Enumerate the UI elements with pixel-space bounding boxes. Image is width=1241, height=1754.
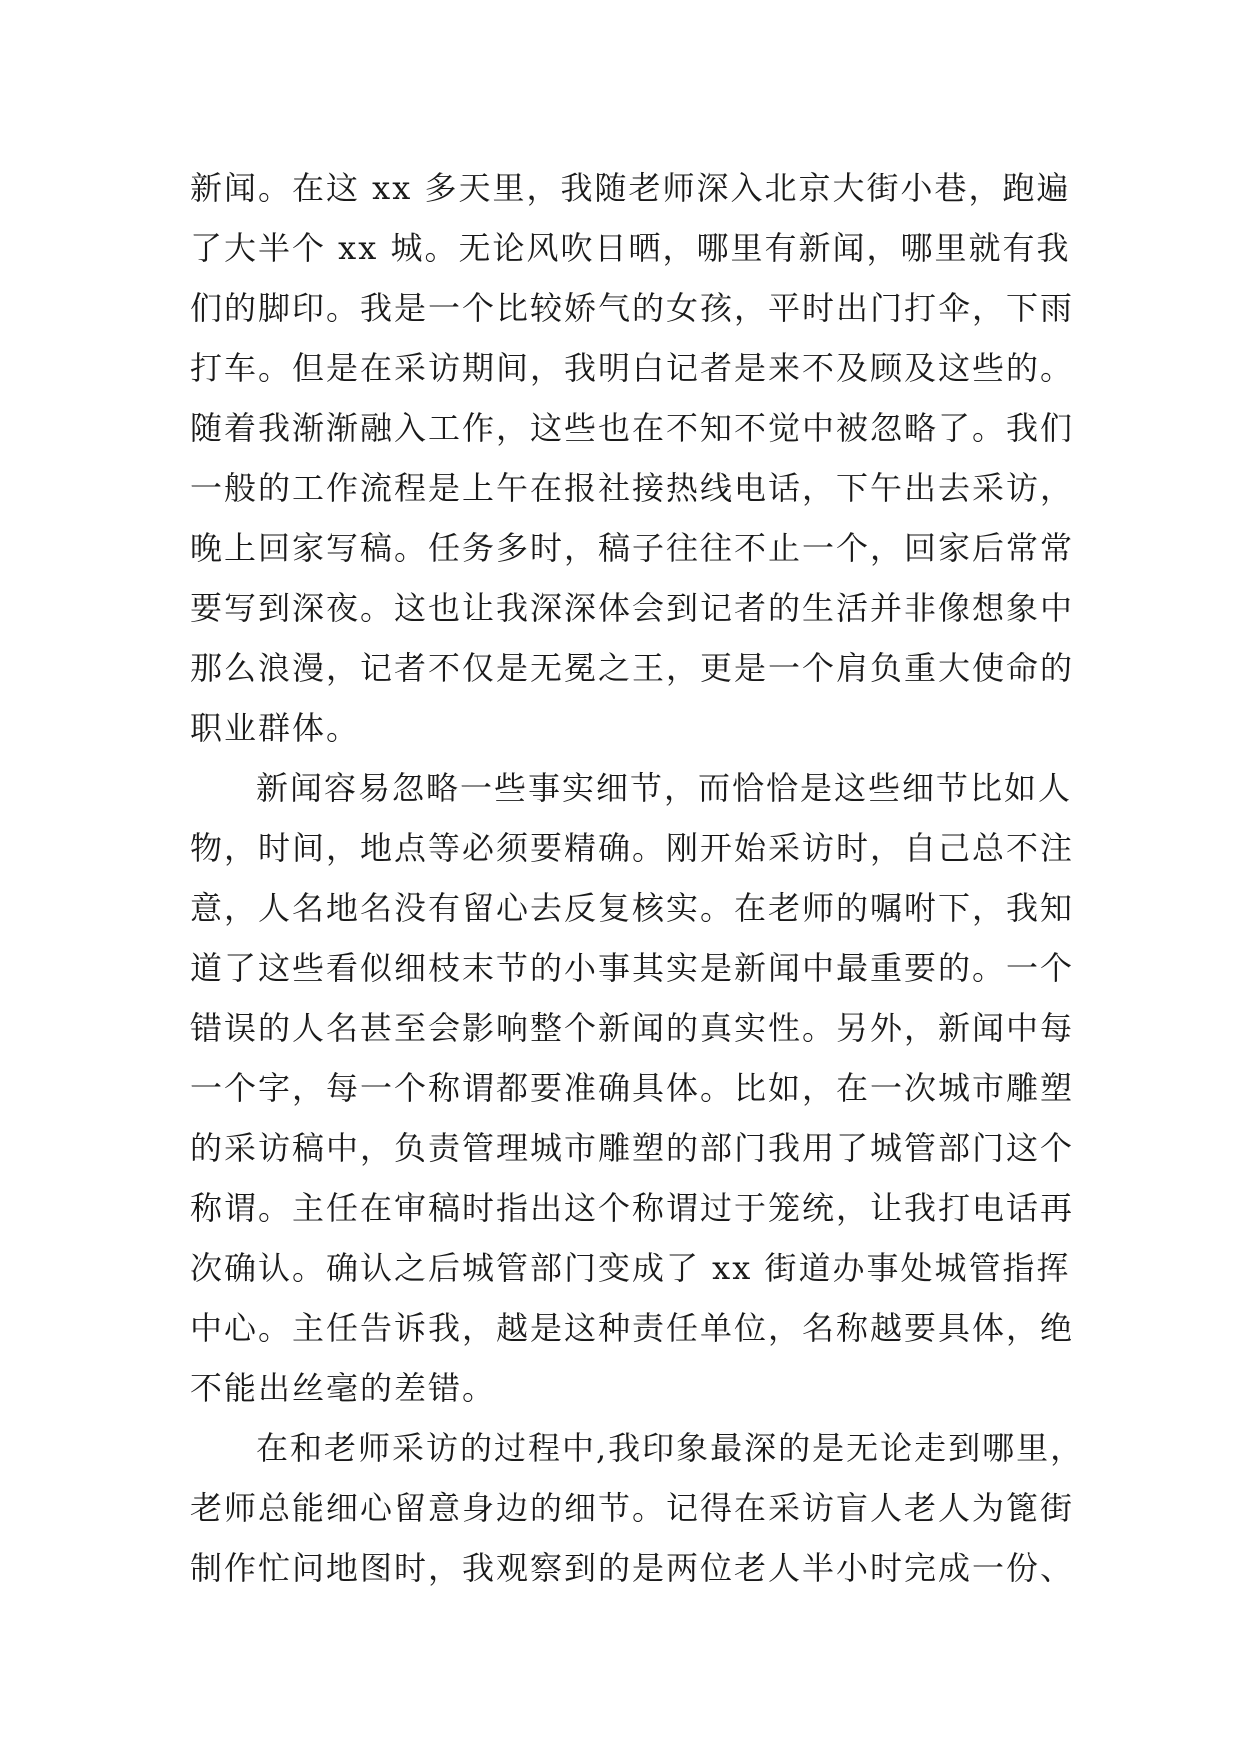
- text-line: 随着我渐渐融入工作，这些也在不知不觉中被忽略了。我们: [190, 409, 1075, 447]
- text-line: 物，时间，地点等必须要精确。刚开始采访时，自己总不注: [190, 829, 1075, 867]
- text-line: 老师总能细心留意身边的细节。记得在采访盲人老人为篦街: [190, 1489, 1075, 1527]
- document-body: [190, 158, 1085, 1598]
- text-line: 打车。但是在采访期间，我明白记者是来不及顾及这些的。: [190, 349, 1075, 387]
- text-line: 道了这些看似细枝末节的小事其实是新闻中最重要的。一个: [190, 949, 1075, 987]
- text-line: 中心。主任告诉我，越是这种责任单位，名称越要具体，绝: [190, 1309, 1075, 1347]
- text-line: 的采访稿中，负责管理城市雕塑的部门我用了城管部门这个: [190, 1129, 1075, 1167]
- text-line: 们的脚印。我是一个比较娇气的女孩，平时出门打伞，下雨: [190, 289, 1075, 327]
- paragraph-first-line: 新闻容易忽略一些事实细节，而恰恰是这些细节比如人: [256, 769, 1073, 807]
- text-line: 制作忙问地图时，我观察到的是两位老人半小时完成一份、: [190, 1549, 1075, 1587]
- text-line: 晚上回家写稿。任务多时，稿子往往不止一个，回家后常常: [190, 529, 1075, 567]
- text-line: 次确认。确认之后城管部门变成了 xx 街道办事处城管指挥: [190, 1249, 1071, 1287]
- text-line: 那么浪漫，记者不仅是无冕之王，更是一个肩负重大使命的: [190, 649, 1075, 687]
- text-line: 意，人名地名没有留心去反复核实。在老师的嘱咐下，我知: [190, 889, 1075, 927]
- text-line: 要写到深夜。这也让我深深体会到记者的生活并非像想象中: [190, 589, 1075, 627]
- paragraph-first-line: 在和老师采访的过程中,我印象最深的是无论走到哪里，: [256, 1429, 1085, 1467]
- text-line: 错误的人名甚至会影响整个新闻的真实性。另外，新闻中每: [190, 1009, 1075, 1047]
- text-line: 职业群体。: [190, 709, 361, 747]
- text-line: 不能出丝毫的差错。: [190, 1369, 497, 1407]
- text-line: 了大半个 xx 城。无论风吹日晒，哪里有新闻，哪里就有我: [190, 229, 1071, 267]
- text-line: 新闻。在这 xx 多天里，我随老师深入北京大街小巷，跑遍: [190, 169, 1071, 207]
- text-line: 一个字，每一个称谓都要准确具体。比如，在一次城市雕塑: [190, 1069, 1075, 1107]
- text-line: 一般的工作流程是上午在报社接热线电话，下午出去采访，: [190, 469, 1075, 507]
- text-line: 称谓。主任在审稿时指出这个称谓过于笼统，让我打电话再: [190, 1189, 1075, 1227]
